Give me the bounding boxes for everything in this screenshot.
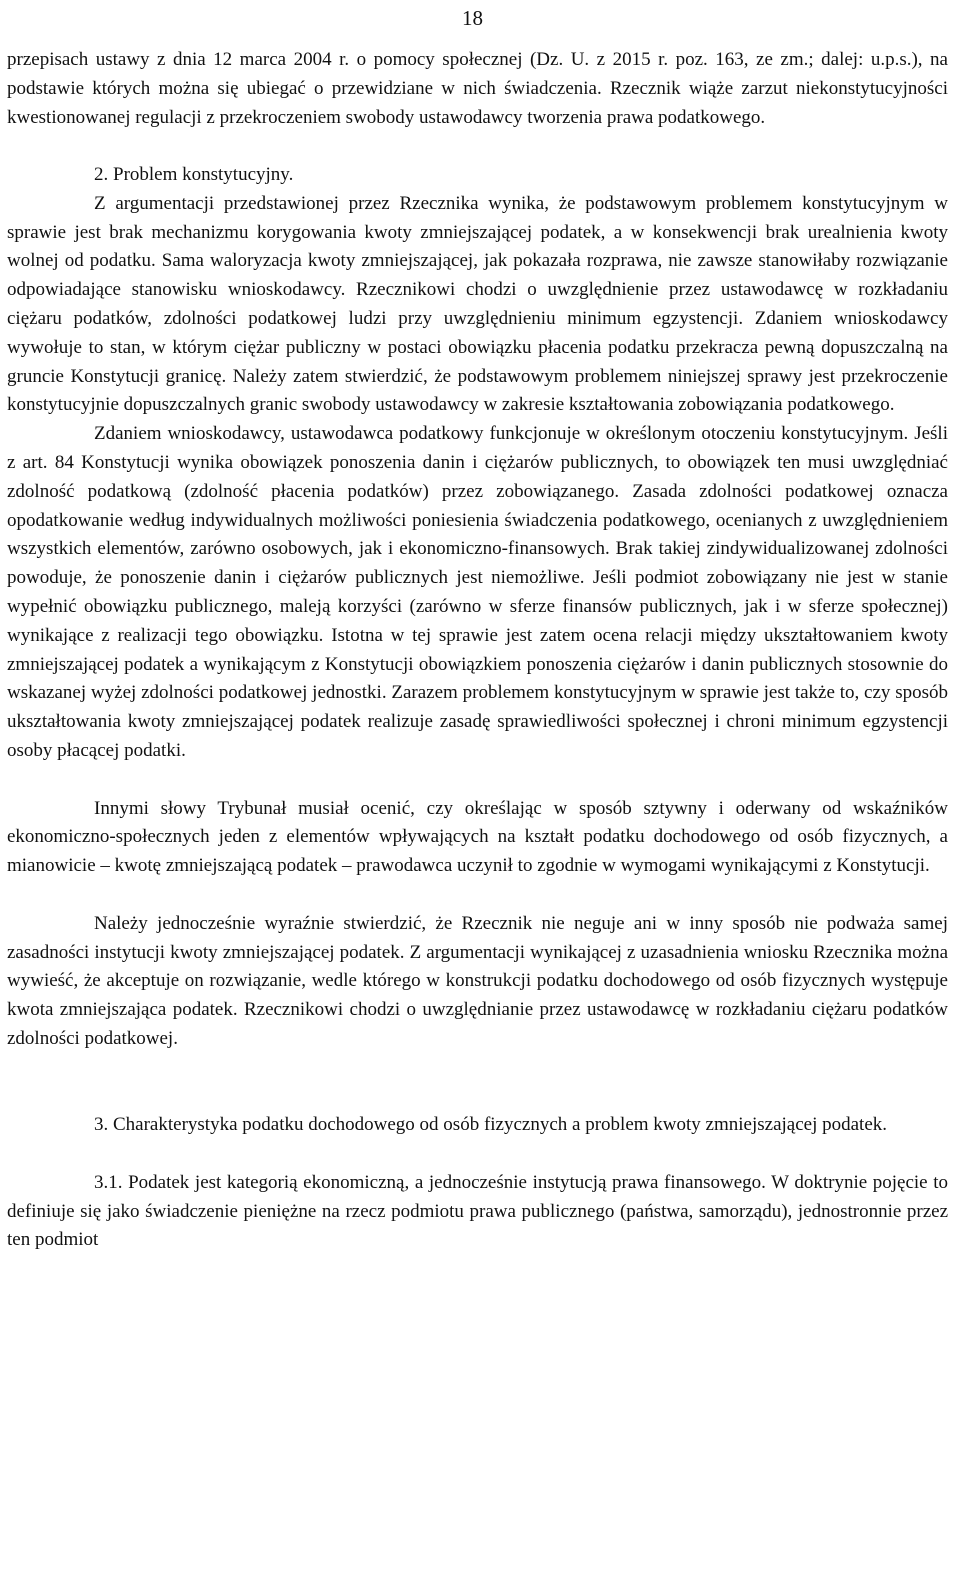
paragraph-rzecznik: Należy jednocześnie wyraźnie stwierdzić, że Rzecznik nie neguje ani w inny sposób nie podważa samej zasadności instytucji kwoty zmniejszającej podatek. Z argumentacji wynikającej z uzasadnienia wniosku Rzecznika można wywieść, że akceptuje on rozwiązanie, wedle którego w konstrukcji podatku dochodowego od osób fizycznych występuje kwota zmniejszająca podatek. Rzecznikowi chodzi o uwzględnianie przez ustawodawcę w rozkładaniu ciężaru podatków zdolności podatkowej. (7, 912, 948, 1049)
section-heading-3: 3. Charakterystyka podatku dochodowego od osób fizycznych a problem kwoty zmniejszającej podatek. (94, 1114, 888, 1136)
paragraph-wnioskodawca: Zdaniem wnioskodawcy, ustawodawca podatkowy funkcjonuje w określonym otoczeniu konstytucyjnym. Jeśli z art. 84 Konstytucji wynika obowiązek ponoszenia danin i ciężarów publicznych, to obowiązek ten musi uwzględniać zdolność podatkową (zdolność płacenia podatków) przez zobowiązanego. Zasada zdolności podatkowej oznacza opodatkowanie według indywidualnych możliwości poniesienia świadczenia podatkowego, ocenianych z uwzględnieniem wszystkich elementów, zarówno osobowych, jak i ekonomiczno-finansowych. Brak takiej zindywidualizowanej zdolności powoduje, że ponoszenie danin i ciężarów publicznych jest niemożliwe. Jeśli podmiot zobowiązany nie jest w stanie wypełnić obowiązku publicznego, maleją korzyści (zarówno w sferze finansów publicznych, jak i w sferze społecznej) wynikające z realizacji tego obowiązku. Istotna w tej sprawie jest zatem ocena relacji między ukształtowaniem kwoty zmniejszającej podatek a wynikającym z Konstytucji obowiązkiem ponoszenia ciężarów i danin publicznych stosownie do wskazanej wyżej zdolności podatkowej jednostki. Zarazem problemem konstytucyjnym w sprawie jest także to, czy sposób ukształtowania kwoty zmniejszającej podatek realizuje zasadę sprawiedliwości społecznej i chroni minimum egzystencji osoby płacącej podatki. (7, 423, 948, 761)
page-number: 18 (462, 6, 483, 30)
paragraph-problem: Z argumentacji przedstawionej przez Rzecznika wynika, że podstawowym problemem konstytucyjnym w sprawie jest brak mechanizmu korygowania kwoty zmniejszającej podatek, a w konsekwencji brak urealnienia kwoty wolnej od podatku. Sama waloryzacja kwoty zmniejszającej, jak pokazała rozprawa, nie zawsze stanowiłaby rozwiązanie odpowiadające stanowisku wnioskodawcy. Rzecznikowi chodzi o uwzględnienie przez ustawodawcę w rozkładaniu ciężaru podatków, zdolności podatkowej ludzi przy uwzględnieniu minimum egzystencji. Zdaniem wnioskodawcy wywołuje to stan, w którym ciężar publiczny w postaci obowiązku płacenia podatku przekracza pewną dopuszczalną na gruncie Konstytucji granicę. Należy zatem stwierdzić, że podstawowym problemem niniejszej sprawy jest przekroczenie konstytucyjnie dopuszczalnych granic swobody ustawodawcy w zakresie kształtowania zobowiązania podatkowego. (7, 192, 948, 416)
paragraph-3-1: 3.1. Podatek jest kategorią ekonomiczną, a jednocześnie instytucją prawa finansowego. W doktrynie pojęcie to definiuje się jako świadczenie pieniężne na rzecz podmiotu prawa publicznego (państwa, samorządu), jednostronnie przez ten podmiot (7, 1171, 948, 1251)
section-heading-2: 2. Problem konstytucyjny. (94, 163, 294, 185)
document-body (7, 46, 948, 1255)
paragraph-trybunal: Innymi słowy Trybunał musiał ocenić, czy określając w sposób sztywny i oderwany od wskaźników ekonomiczno-społecznych jeden z elementów wpływających na kształt podatku dochodowego od osób fizycznych, a mianowicie – kwotę zmniejszającą podatek – prawodawca uczynił to zgodnie w wymogami wynikającymi z Konstytucji. (7, 797, 948, 877)
paragraph-intro: przepisach ustawy z dnia 12 marca 2004 r. o pomocy społecznej (Dz. U. z 2015 r. poz. 163, ze zm.; dalej: u.p.s.), na podstawie których można się ubiegać o przewidziane w nich świadczenia. Rzecznik wiąże zarzut niekonstytucyjności kwestionowanej regulacji z przekroczeniem swobody ustawodawcy tworzenia prawa podatkowego. (7, 49, 948, 128)
